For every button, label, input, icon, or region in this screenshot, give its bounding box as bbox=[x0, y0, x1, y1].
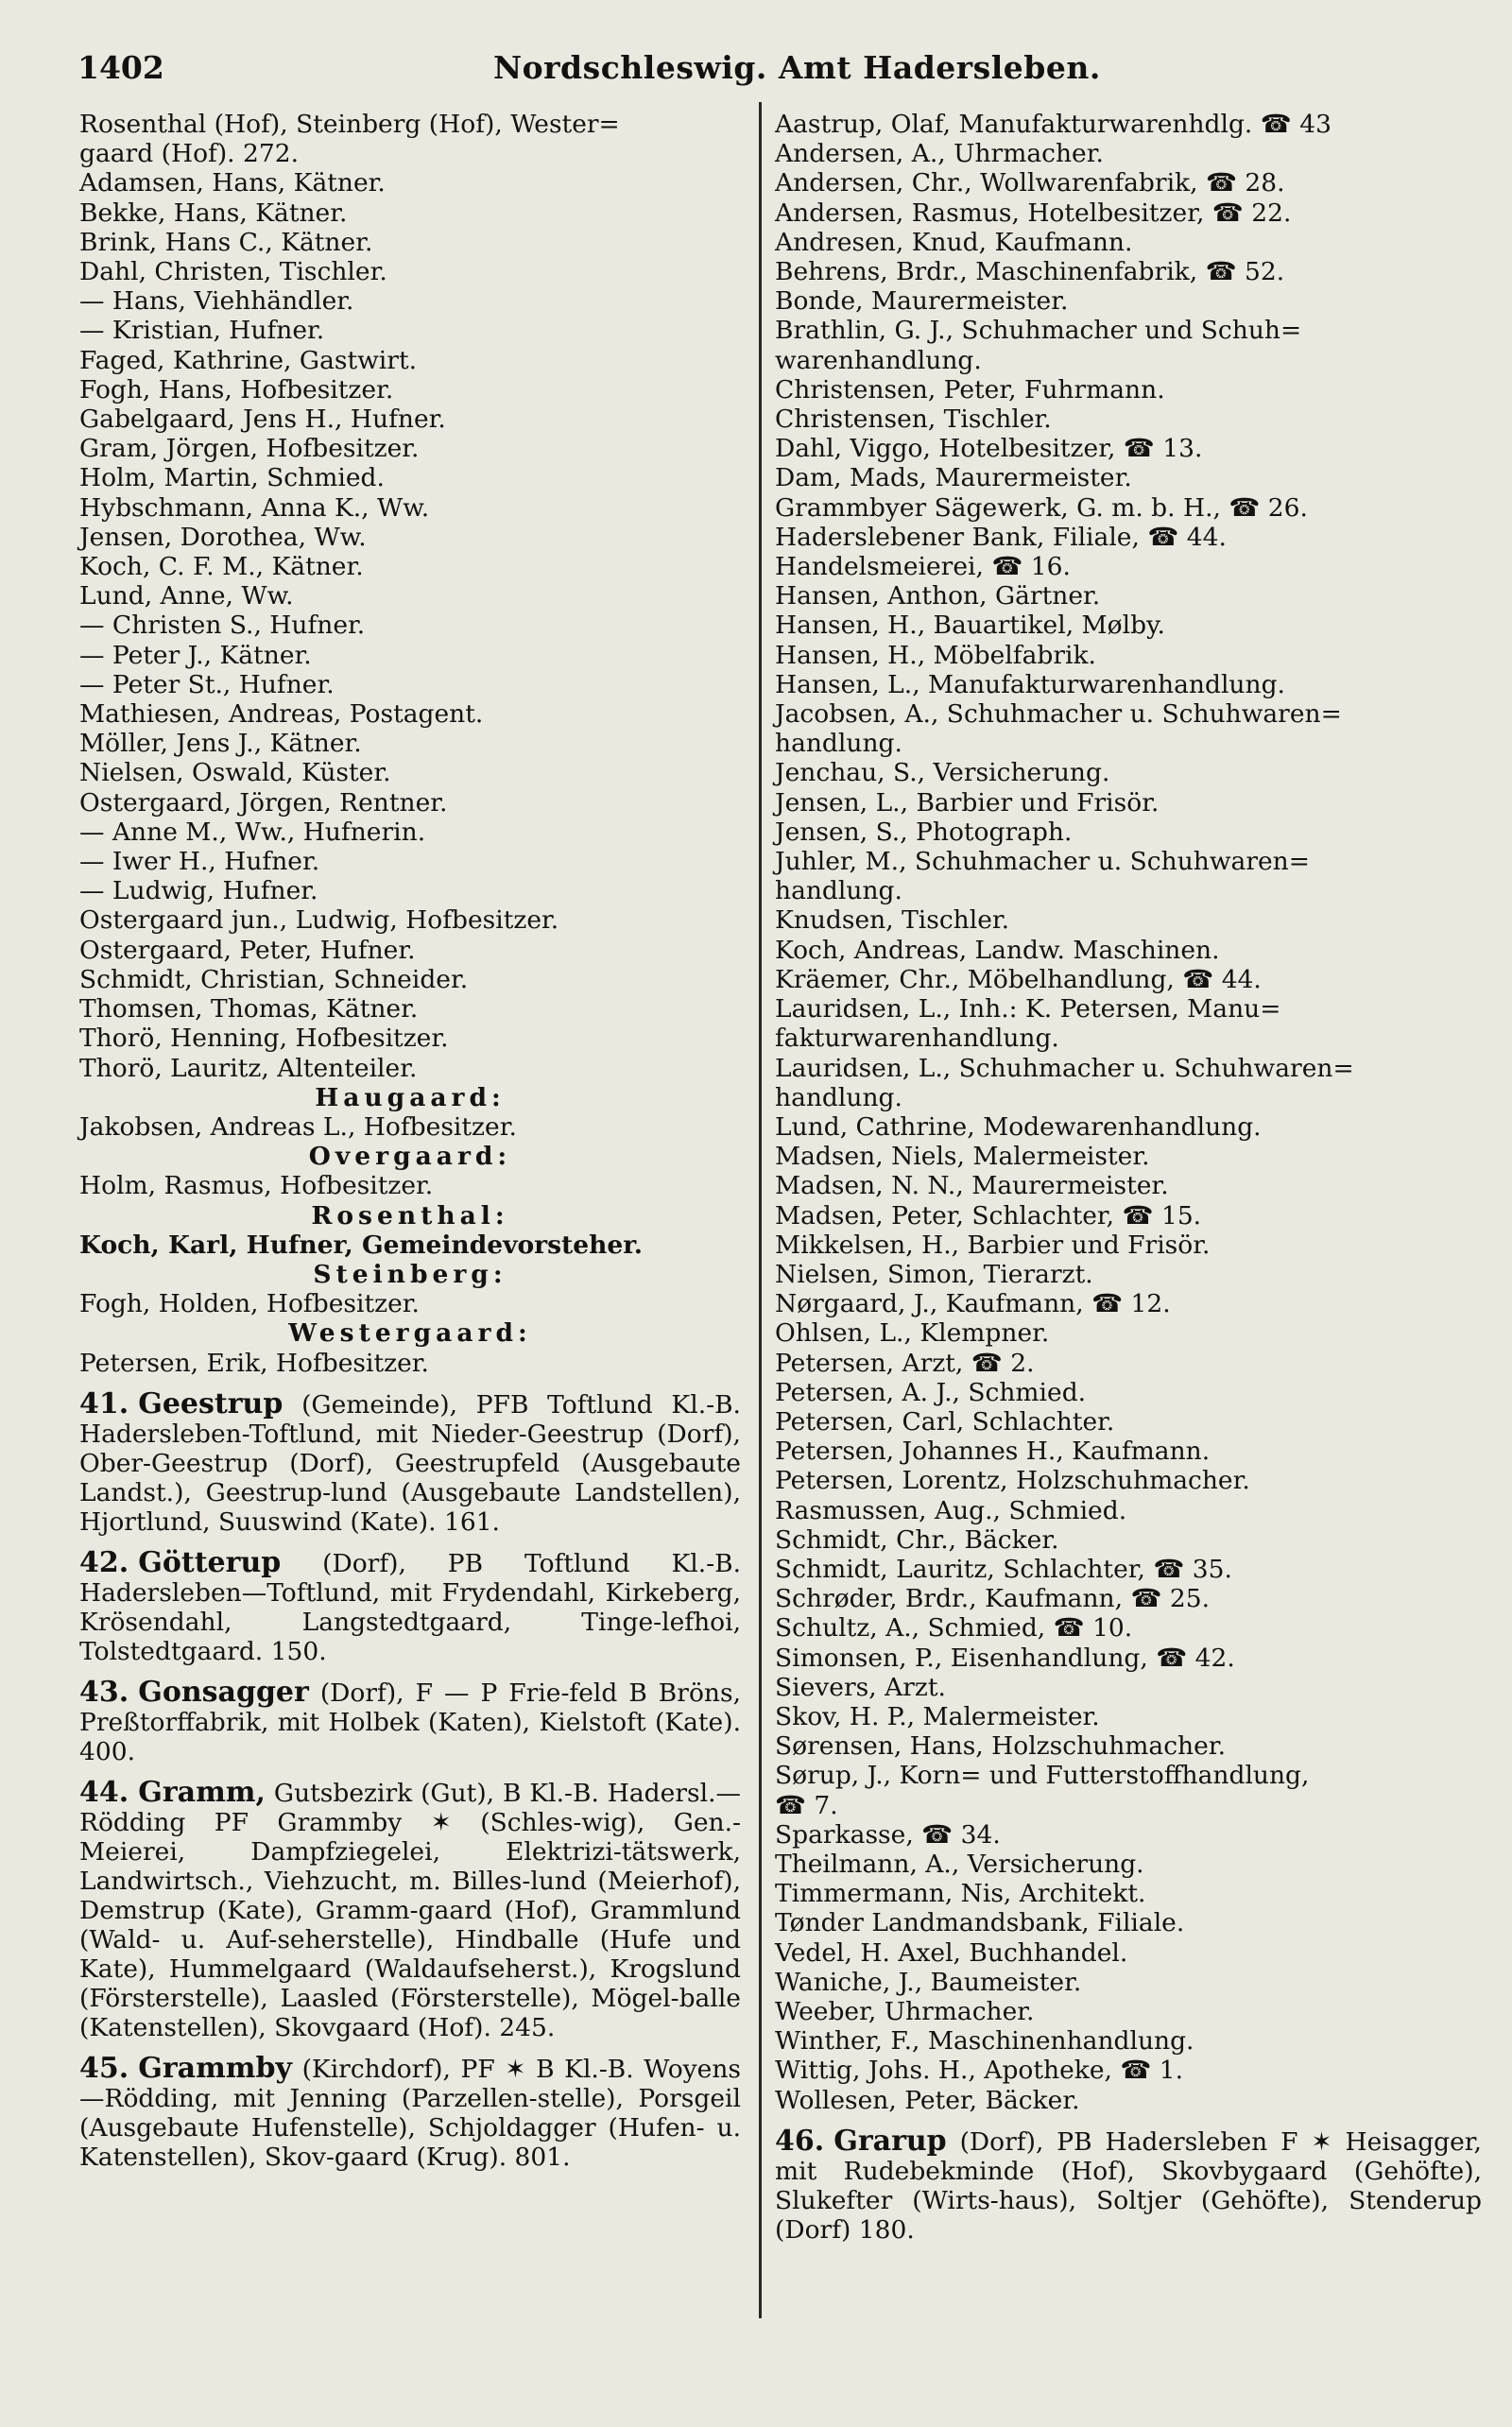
directory-line: Petersen, Erik, Hofbesitzer. bbox=[79, 1348, 429, 1378]
directory-line: Timmermann, Nis, Architekt. bbox=[775, 1879, 1146, 1909]
directory-line: Haderslebener Bank, Filiale, ☎ 44. bbox=[775, 522, 1227, 552]
directory-line: handlung. bbox=[775, 729, 902, 759]
directory-line: Skov, H. P., Malermeister. bbox=[775, 1701, 1100, 1731]
directory-line: Christensen, Tischler. bbox=[775, 404, 1052, 435]
directory-line: Sørensen, Hans, Holzschuhmacher. bbox=[775, 1731, 1226, 1762]
sub-place-heading: Westergaard: bbox=[288, 1318, 532, 1349]
commune-entry bbox=[79, 1775, 741, 2042]
directory-line: Jacobsen, A., Schuhmacher u. Schuhwaren= bbox=[775, 699, 1342, 730]
directory-line: Schmidt, Lauritz, Schlachter, ☎ 35. bbox=[775, 1554, 1232, 1584]
directory-line: — Hans, Viehhändler. bbox=[79, 286, 354, 317]
directory-line: Wollesen, Peter, Bäcker. bbox=[775, 2085, 1080, 2115]
directory-line: Faged, Kathrine, Gastwirt. bbox=[79, 345, 418, 375]
commune-description: (Dorf), F — P Frie-feld B Bröns, Preßtorffabrik, mit Holbek (Katen), Kielstoft (Kate). 400. bbox=[79, 1678, 741, 1766]
directory-line: Wittig, Johs. H., Apotheke, ☎ 1. bbox=[775, 2056, 1184, 2086]
directory-line: Christensen, Peter, Fuhrmann. bbox=[775, 374, 1165, 404]
directory-line: Winther, F., Maschinenhandlung. bbox=[775, 2026, 1194, 2057]
directory-line: Schultz, A., Schmied, ☎ 10. bbox=[775, 1613, 1133, 1644]
directory-line: — Peter J., Kätner. bbox=[79, 640, 312, 670]
directory-line: Rasmussen, Aug., Schmied. bbox=[775, 1495, 1127, 1525]
directory-line: handlung. bbox=[775, 1082, 902, 1112]
directory-line: Andersen, Chr., Wollwarenfabrik, ☎ 28. bbox=[775, 168, 1285, 198]
directory-line: Koch, Karl, Hufner, Gemeindevorsteher. bbox=[79, 1230, 644, 1260]
directory-line: Thomsen, Thomas, Kätner. bbox=[79, 994, 419, 1024]
directory-line: Adamsen, Hans, Kätner. bbox=[79, 168, 386, 198]
directory-line: Petersen, Johannes H., Kaufmann. bbox=[775, 1437, 1211, 1467]
directory-line: Hansen, L., Manufakturwarenhandlung. bbox=[775, 669, 1285, 699]
directory-line: Andersen, Rasmus, Hotelbesitzer, ☎ 22. bbox=[775, 198, 1292, 228]
directory-line: — Iwer H., Hufner. bbox=[79, 847, 320, 877]
left-sub-places bbox=[79, 1083, 741, 1378]
commune-description: Gutsbezirk (Gut), B Kl.-B. Hadersl.—Rödding PF Grammby ✶ (Schles-wig), Gen.-Meierei, Dampfziegelei, Elektrizi-tätswerk, Landwirtsch., Viehzucht, m. Billes-lund (Meierhof), Demstrup (Kate), Gramm-gaard (Hof), Grammlund (Wald- u. Auf-seherstelle), Hindballe (Hufe und Kate), Hummelgaard (Waldaufseherst.), Krogslund (Försterstelle), Laasled (Försterstelle), Mögel-balle (Katenstellen), Skovgaard (Hof). 245. bbox=[79, 1778, 741, 2042]
directory-line: Bekke, Hans, Kätner. bbox=[79, 198, 348, 228]
commune-entry bbox=[79, 1545, 741, 1666]
commune-name: Götterup bbox=[138, 1545, 282, 1579]
directory-line: Mikkelsen, H., Barbier und Frisör. bbox=[775, 1230, 1211, 1260]
directory-line: Sievers, Arzt. bbox=[775, 1672, 946, 1702]
directory-line: Nielsen, Simon, Tierarzt. bbox=[775, 1259, 1093, 1289]
directory-line: Madsen, Niels, Malermeister. bbox=[775, 1142, 1150, 1172]
directory-line: Holm, Rasmus, Hofbesitzer. bbox=[79, 1171, 434, 1201]
commune-number: 41. bbox=[79, 1386, 129, 1420]
directory-line: Simonsen, P., Eisenhandlung, ☎ 42. bbox=[775, 1643, 1235, 1673]
directory-line: fakturwarenhandlung. bbox=[775, 1024, 1059, 1054]
right-column bbox=[775, 110, 1482, 2245]
directory-line: Sørup, J., Korn= und Futterstoffhandlung, bbox=[775, 1761, 1310, 1791]
directory-line: Tønder Landmandsbank, Filiale. bbox=[775, 1908, 1185, 1938]
directory-line: Mathiesen, Andreas, Postagent. bbox=[79, 699, 484, 730]
directory-line: Brathlin, G. J., Schuhmacher und Schuh= bbox=[775, 316, 1302, 346]
directory-line: Nielsen, Oswald, Küster. bbox=[79, 758, 391, 788]
directory-line: Rosenthal (Hof), Steinberg (Hof), Wester= bbox=[79, 110, 620, 139]
directory-line: Sparkasse, ☎ 34. bbox=[775, 1819, 1001, 1850]
directory-line: Waniche, J., Baumeister. bbox=[775, 1967, 1082, 1997]
directory-line: Ostergaard, Peter, Hufner. bbox=[79, 935, 416, 965]
directory-line: Petersen, Carl, Schlachter. bbox=[775, 1406, 1115, 1437]
directory-line: Weeber, Uhrmacher. bbox=[775, 1997, 1035, 2026]
directory-line: Kräemer, Chr., Möbelhandlung, ☎ 44. bbox=[775, 964, 1262, 994]
column-divider bbox=[759, 102, 762, 2318]
directory-line: ☎ 7. bbox=[775, 1790, 838, 1820]
right-communes bbox=[775, 2126, 1482, 2245]
directory-line: Gabelgaard, Jens H., Hufner. bbox=[79, 404, 446, 435]
directory-line: Handelsmeierei, ☎ 16. bbox=[775, 552, 1071, 582]
directory-line: Hansen, Anthon, Gärtner. bbox=[775, 581, 1101, 611]
directory-line: Möller, Jens J., Kätner. bbox=[79, 729, 362, 759]
directory-line: — Peter St., Hufner. bbox=[79, 669, 335, 699]
sub-place-heading: Rosenthal: bbox=[311, 1200, 509, 1231]
sub-place-heading: Steinberg: bbox=[313, 1259, 507, 1289]
directory-line: Ostergaard jun., Ludwig, Hofbesitzer. bbox=[79, 905, 559, 936]
left-entry-list bbox=[79, 110, 741, 1083]
directory-line: Brink, Hans C., Kätner. bbox=[79, 227, 373, 257]
directory-line: Nørgaard, J., Kaufmann, ☎ 12. bbox=[775, 1289, 1171, 1319]
directory-line: Holm, Martin, Schmied. bbox=[79, 463, 385, 493]
commune-name: Gonsagger bbox=[138, 1675, 309, 1709]
commune-name: Gramm, bbox=[138, 1775, 266, 1809]
directory-line: Knudsen, Tischler. bbox=[775, 905, 1010, 936]
commune-description: (Dorf), PB Toftlund Kl.-B. Hadersleben—Toftlund, mit Frydendahl, Kirkeberg, Krösendahl, Langstedtgaard, Tinge-lefhoi, Tolstedtgaard. 150. bbox=[79, 1548, 741, 1666]
commune-number: 46. bbox=[775, 2124, 825, 2158]
directory-line: Jensen, S., Photograph. bbox=[775, 817, 1073, 847]
commune-description: (Kirchdorf), PF ✶ B Kl.-B. Woyens—Rödding, mit Jenning (Parzellen-stelle), Porsgeil (Ausgebaute Hufenstelle), Schjoldagger (Hufen- u. Katenstellen), Skov-gaard (Krug). 801. bbox=[79, 2054, 741, 2172]
directory-line: — Kristian, Hufner. bbox=[79, 316, 325, 346]
directory-line: Dam, Mads, Maurermeister. bbox=[775, 463, 1132, 493]
directory-line: Fogh, Holden, Hofbesitzer. bbox=[79, 1289, 420, 1319]
directory-line: Schmidt, Chr., Bäcker. bbox=[775, 1524, 1059, 1555]
commune-description: (Gemeinde), PFB Toftlund Kl.-B. Hadersleben-Toftlund, mit Nieder-Geestrup (Dorf), Ober-Geestrup (Dorf), Geestrupfeld (Ausgebaute Landst.), Geestrup-lund (Ausgebaute Landstellen), Hjortlund, Suuswind (Kate). 161. bbox=[79, 1389, 741, 1537]
commune-entry bbox=[79, 2051, 741, 2172]
directory-line: Jenchau, S., Versicherung. bbox=[775, 758, 1110, 788]
commune-number: 44. bbox=[79, 1775, 129, 1809]
directory-line: Grammbyer Sägewerk, G. m. b. H., ☎ 26. bbox=[775, 492, 1308, 523]
page-header bbox=[77, 49, 1486, 95]
directory-line: Dahl, Viggo, Hotelbesitzer, ☎ 13. bbox=[775, 434, 1203, 464]
commune-number: 45. bbox=[79, 2051, 129, 2085]
commune-name: Grammby bbox=[138, 2051, 292, 2085]
commune-number: 43. bbox=[79, 1675, 129, 1709]
directory-line: Vedel, H. Axel, Buchhandel. bbox=[775, 1937, 1128, 1968]
directory-line: Jensen, Dorothea, Ww. bbox=[79, 522, 367, 552]
directory-line: Schmidt, Christian, Schneider. bbox=[79, 964, 469, 994]
directory-line: — Anne M., Ww., Hufnerin. bbox=[79, 817, 426, 847]
directory-line: Schrøder, Brdr., Kaufmann, ☎ 25. bbox=[775, 1584, 1211, 1614]
directory-line: Ostergaard, Jörgen, Rentner. bbox=[79, 787, 448, 818]
directory-line: Thorö, Henning, Hofbesitzer. bbox=[79, 1024, 449, 1054]
directory-line: Jensen, L., Barbier und Frisör. bbox=[775, 787, 1160, 818]
commune-entry bbox=[79, 1675, 741, 1766]
sub-place-heading: Overgaard: bbox=[308, 1142, 512, 1172]
page-number: 1402 bbox=[77, 49, 164, 86]
directory-line: Koch, C. F. M., Kätner. bbox=[79, 552, 364, 582]
commune-number: 42. bbox=[79, 1545, 129, 1579]
directory-line: Thorö, Lauritz, Altenteiler. bbox=[79, 1053, 418, 1083]
directory-line: Theilmann, A., Versicherung. bbox=[775, 1849, 1144, 1879]
directory-line: Hansen, H., Bauartikel, Mølby. bbox=[775, 611, 1165, 641]
commune-entry bbox=[79, 1386, 741, 1537]
left-communes bbox=[79, 1386, 741, 2172]
directory-line: gaard (Hof). 272. bbox=[79, 139, 300, 169]
running-title: Nordschleswig. Amt Hadersleben. bbox=[493, 49, 1101, 86]
directory-line: Hybschmann, Anna K., Ww. bbox=[79, 492, 430, 523]
directory-line: warenhandlung. bbox=[775, 345, 982, 375]
directory-line: Andresen, Knud, Kaufmann. bbox=[775, 227, 1133, 257]
directory-line: Bonde, Maurermeister. bbox=[775, 286, 1069, 317]
directory-line: Madsen, Peter, Schlachter, ☎ 15. bbox=[775, 1200, 1202, 1231]
directory-line: Juhler, M., Schuhmacher u. Schuhwaren= bbox=[775, 847, 1310, 877]
sub-place-heading: Haugaard: bbox=[315, 1082, 506, 1112]
directory-line: Fogh, Hans, Hofbesitzer. bbox=[79, 374, 394, 404]
directory-line: Ohlsen, L., Klempner. bbox=[775, 1318, 1050, 1349]
directory-line: Lund, Anne, Ww. bbox=[79, 581, 294, 611]
directory-line: Lund, Cathrine, Modewarenhandlung. bbox=[775, 1111, 1262, 1142]
directory-line: Petersen, Arzt, ☎ 2. bbox=[775, 1348, 1035, 1378]
commune-name: Geestrup bbox=[138, 1386, 284, 1420]
directory-line: handlung. bbox=[775, 876, 902, 906]
directory-line: Dahl, Christen, Tischler. bbox=[79, 257, 387, 287]
directory-line: Koch, Andreas, Landw. Maschinen. bbox=[775, 935, 1220, 965]
directory-line: Hansen, H., Möbelfabrik. bbox=[775, 640, 1096, 670]
directory-line: Behrens, Brdr., Maschinenfabrik, ☎ 52. bbox=[775, 257, 1285, 287]
directory-line: Aastrup, Olaf, Manufakturwarenhdlg. ☎ 43 bbox=[775, 110, 1332, 139]
commune-name: Grarup bbox=[833, 2124, 947, 2158]
directory-line: Jakobsen, Andreas L., Hofbesitzer. bbox=[79, 1111, 517, 1142]
commune-entry bbox=[775, 2126, 1482, 2245]
directory-line: Lauridsen, L., Schuhmacher u. Schuhwaren= bbox=[775, 1053, 1354, 1083]
directory-line: — Ludwig, Hufner. bbox=[79, 876, 318, 906]
directory-line: Petersen, Lorentz, Holzschuhmacher. bbox=[775, 1466, 1250, 1496]
commune-description: (Dorf), PB Hadersleben F ✶ Heisagger, mit Rudebekminde (Hof), Skovbygaard (Gehöfte), Slukefter (Wirts-haus), Soltjer (Gehöfte), Stenderup (Dorf) 180. bbox=[775, 2126, 1482, 2245]
directory-line: — Christen S., Hufner. bbox=[79, 611, 366, 641]
directory-line: Gram, Jörgen, Hofbesitzer. bbox=[79, 434, 420, 464]
right-entry-list bbox=[775, 110, 1482, 2115]
directory-line: Petersen, A. J., Schmied. bbox=[775, 1377, 1087, 1407]
directory-line: Madsen, N. N., Maurermeister. bbox=[775, 1171, 1169, 1201]
directory-line: Andersen, A., Uhrmacher. bbox=[775, 139, 1104, 169]
left-column bbox=[79, 110, 741, 2172]
directory-line: Lauridsen, L., Inh.: K. Petersen, Manu= bbox=[775, 994, 1281, 1024]
